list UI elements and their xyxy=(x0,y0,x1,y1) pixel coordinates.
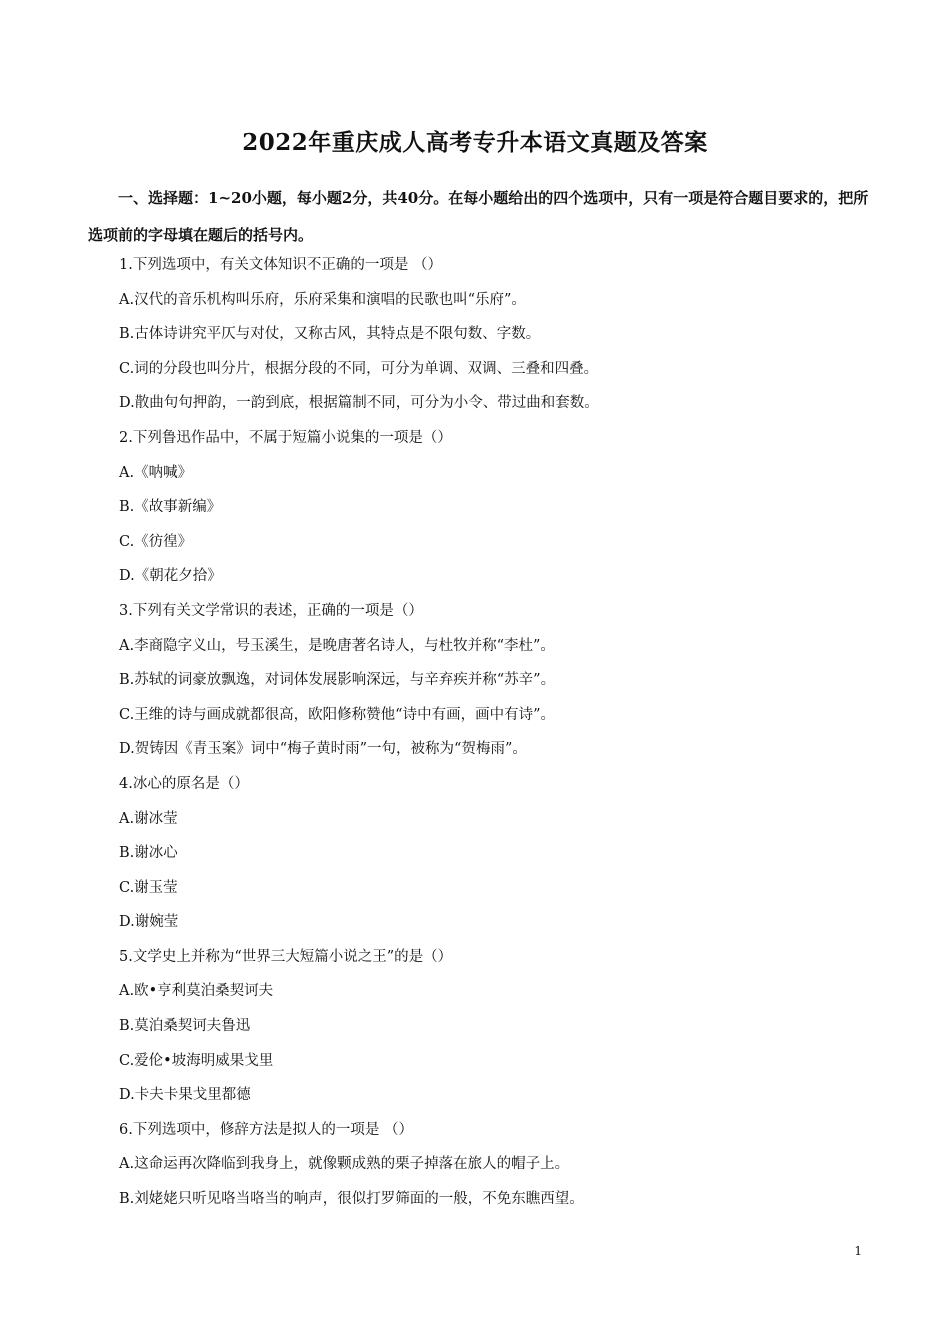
option-b: B.刘姥姥只听见咯当咯当的响声，很似打罗筛面的一般，不免东瞧西望。 xyxy=(119,1191,584,1208)
question-2 xyxy=(119,421,879,594)
document-title: 2022年重庆成人高考专升本语文真题及答案 xyxy=(242,129,708,156)
question-stem: 1.下列选项中，有关文体知识不正确的一项是 （） xyxy=(119,257,442,273)
question-stem: 5.文学史上并称为“世界三大短篇小说之王”的是（） xyxy=(119,948,453,965)
option-a: A.这命运再次降临到我身上，就像颗成熟的栗子掉落在旅人的帽子上。 xyxy=(119,1156,570,1173)
question-1 xyxy=(119,248,879,421)
option-d: D.《朝花夕拾》 xyxy=(119,568,222,585)
option-c: C.词的分段也叫分片，根据分段的不同，可分为单调、双调、三叠和四叠。 xyxy=(119,360,599,377)
option-b: B.《故事新编》 xyxy=(119,499,222,516)
option-a: A.《呐喊》 xyxy=(119,464,193,481)
option-c: C.《彷徨》 xyxy=(119,533,193,550)
question-stem: 4.冰心的原名是（） xyxy=(119,775,249,792)
option-d: D.谢婉莹 xyxy=(119,914,179,931)
option-b: B.莫泊桑契诃夫鲁迅 xyxy=(119,1018,251,1035)
option-c: C.谢玉莹 xyxy=(119,879,178,896)
option-c: C.爱伦•坡海明威果戈里 xyxy=(119,1052,274,1069)
option-b: B.谢冰心 xyxy=(119,845,178,862)
question-4 xyxy=(119,767,879,940)
option-d: D.散曲句句押韵，一韵到底，根据篇制不同，可分为小令、带过曲和套数。 xyxy=(119,395,599,412)
option-a: A.李商隐字义山，号玉溪生，是晚唐著名诗人，与杜牧并称“李杜”。 xyxy=(119,637,555,654)
question-3 xyxy=(119,594,879,767)
question-6 xyxy=(119,1113,879,1217)
question-stem: 2.下列鲁迅作品中，不属于短篇小说集的一项是（） xyxy=(119,429,452,446)
option-b: B.古体诗讲究平仄与对仗，又称古风，其特点是不限句数、字数。 xyxy=(119,326,541,343)
option-b: B.苏轼的词豪放飘逸，对词体发展影响深远，与辛弃疾并称“苏辛”。 xyxy=(119,672,556,689)
option-a: A.谢冰莹 xyxy=(119,810,178,827)
option-c: C.王维的诗与画成就都很高，欧阳修称赞他“诗中有画，画中有诗”。 xyxy=(119,706,556,723)
question-stem: 6.下列选项中，修辞方法是拟人的一项是 （） xyxy=(119,1121,413,1138)
option-d: D.卡夫卡果戈里都德 xyxy=(119,1087,251,1104)
question-5 xyxy=(119,940,879,1113)
page-number: 1 xyxy=(854,1244,862,1258)
option-a: A.汉代的音乐机构叫乐府，乐府采集和演唱的民歌也叫“乐府”。 xyxy=(119,291,526,308)
section-heading: 一、选择题：1~20小题，每小题2分，共40分。在每小题给出的四个选项中，只有一项是符合题目要求的，把所选项前的字母填在题后的括号内。 xyxy=(88,189,869,244)
question-list xyxy=(119,248,879,1217)
option-a: A.欧•亨利莫泊桑契诃夫 xyxy=(119,983,274,1000)
option-d: D.贺铸因《青玉案》词中“梅子黄时雨”一句，被称为“贺梅雨”。 xyxy=(119,741,527,758)
question-stem: 3.下列有关文学常识的表述，正确的一项是（） xyxy=(119,602,423,619)
